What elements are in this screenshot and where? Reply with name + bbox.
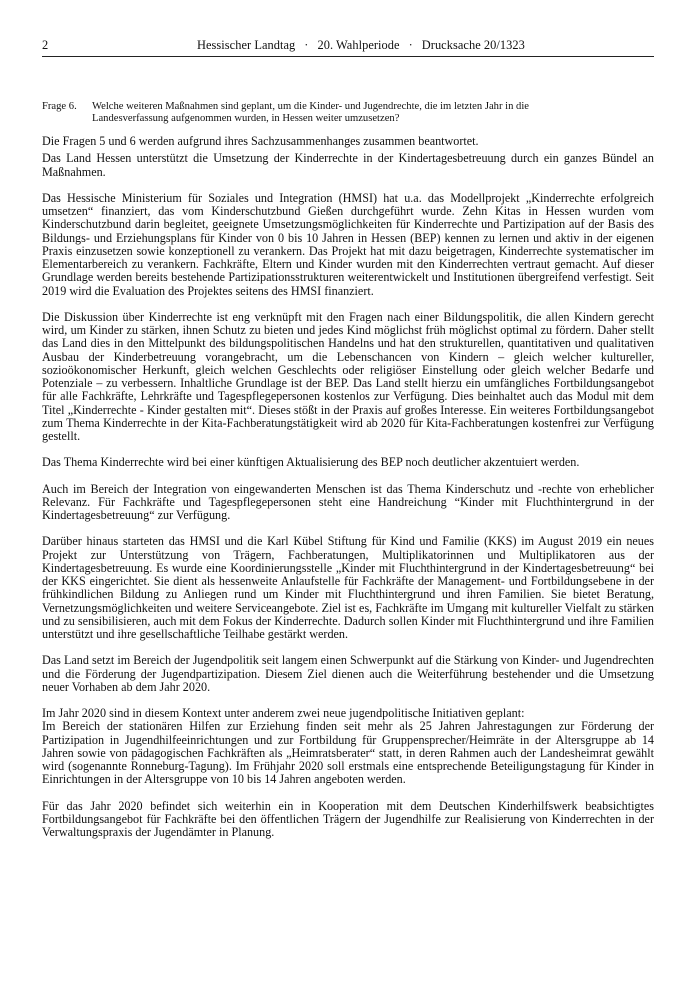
header-separator: · <box>408 38 413 52</box>
header-info <box>197 38 654 53</box>
document-number: Drucksache 20/1323 <box>421 38 525 52</box>
page-number: 2 <box>42 38 49 52</box>
page-header <box>42 38 654 57</box>
paragraph-6: Auch im Bereich der Integration von eingewanderten Menschen ist das Thema Kinderschutz und -rechte von erheblicher Relevanz. Für Fachkräfte und Tagespflegepersonen steht eine Handreichung “Kinder mit Fluchthintergrund in der Kindertagesbetreuung“ zur Verfügung. <box>42 481 654 523</box>
paragraph-3: Das Hessische Ministerium für Soziales und Integration (HMSI) hat u.a. das Modellprojekt „Kinderrechte erfolgreich umsetzen“ finanziert, das vom Kinderschutzbund Gießen durchgeführt wurde. Zehn Kitas in Hessen wurden vom Kinderschutzbund darin begleitet, geeignete Umsetzungsmöglichkeiten für Kinderrechte und Partizipation auf der Basis des Bildungs- und Erziehungsplans für Kinder von 0 bis 10 Jahren in Hessen (BEP) kennen zu lernen und aktiv in der eigenen Praxis einzusetzen sowie konzeptionell zu verankern. Das Projekt hat mit dazu beigetragen, Kinderrechte systematischer im Elementarbereich zu verankern. Fachkräfte, Eltern und Kinder wurden mit den Kinderrechten vertraut gemacht. Auf dieser Grundlage werden bereits bestehende Partizipationsstrukturen weiterentwickelt und Institutionen übergreifend verfestigt. Seit 2019 wird die Evaluation des Projektes seitens des HMSI finanziert. <box>42 190 654 298</box>
paragraph-4: Die Diskussion über Kinderrechte ist eng verknüpft mit den Fragen nach einer Bildungspolitik, die allen Kindern gerecht wird, um Kinder zu stärken, ihnen Schutz zu bieten und jedes Kind möglichst früh möglichst optimal zu fördern. Daher stellt das Land dies in den Mittelpunkt des bildungspolitischen Handelns und hat den strukturellen, quantitativen und qualitativen Ausbau der Kinderbetreuung vorangebracht, um die Lebenschancen von Kindern – gleich welcher kultureller, sozioökonomischer Herkunft, gleich welchen Geschlechts oder religiöser Einstellung oder gleich welcher Bedarfe und Potenziale – zu verbessern. Inhaltliche Grundlage ist der BEP. Das Land stellt hierzu ein umfängliches Fortbildungsangebot für alle Fachkräfte, Lehrkräfte und Tagespflegepersonen kostenlos zur Verfügung. Dies beinhaltet auch das Modul mit dem Titel „Kinderrechte - Kinder gestalten mit“. Dieses stößt in der Praxis auf großes Interesse. Ein weiteres Fortbildungsangebot zum Thema Kinderrechte in der Kita-Fachberatungstätigkeit wird ab 2020 für Kita-Fachberatungen kostenfrei zur Verfügung gestellt. <box>42 309 654 444</box>
paragraph-11: Für das Jahr 2020 befindet sich weiterhin ein in Kooperation mit dem Deutschen Kinderhilfswerk beabsichtigtes Fortbildungsangebot für Fachkräfte bei den öffentlichen Trägern der Jugendhilfe zur Realisierung von Kinderrechten in der Verwaltungspraxis der Jugendämter in Planung. <box>42 798 654 840</box>
document-page <box>42 38 654 839</box>
paragraph-5: Das Thema Kinderrechte wird bei einer künftigen Aktualisierung des BEP noch deutlicher akzentuiert werden. <box>42 455 580 470</box>
question-label: Frage 6. <box>42 101 77 112</box>
paragraph-10: Im Bereich der stationären Hilfen zur Erziehung finden seit mehr als 25 Jahren Jahrestagungen zur Förderung der Partizipation in Jugendhilfeeinrichtungen und zur Fortbildung für Gruppensprecher/Heimräte in der Altersgruppe ab 14 Jahren sowie von pädagogischen Fachkräften als „Heimratsberater“ statt, in deren Rahmen auch der Landesheimrat gewählt wird (sogenannte Ronneburg-Tagung). Im Frühjahr 2020 soll erstmals eine entsprechende Beteiligungstagung für Kinder in Einrichtungen in der Altersgruppe von 10 bis 14 Jahren angeboten werden. <box>42 719 654 787</box>
paragraph-8: Das Land setzt im Bereich der Jugendpolitik seit langem einen Schwerpunkt auf die Stärkung von Kinder- und Jugendrechten und die Förderung der Jugendpartizipation. Diesem Ziel dienen auch die Weiterführung bestehender und die Umsetzung neuer Vorhaben ab dem Jahr 2020. <box>42 653 654 694</box>
answer-body <box>42 135 654 839</box>
paragraph-1: Die Fragen 5 und 6 werden aufgrund ihres Sachzusammenhanges zusammen beantwortet. <box>42 134 479 149</box>
paragraph-2: Das Land Hessen unterstützt die Umsetzung der Kinderrechte in der Kindertagesbetreuung durch ein ganzes Bündel an Maßnahmen. <box>42 151 654 179</box>
header-separator: · <box>304 38 309 52</box>
paragraph-7: Darüber hinaus starteten das HMSI und die Karl Kübel Stiftung für Kind und Familie (KKS) im August 2019 ein neues Projekt zur Unterstützung von Trägern, Fachberatungen, Multiplikatorinnen und Multiplikatoren aus der Kindertagesbetreuung. Es wurde eine Koordinierungsstelle „Kinder mit Fluchthintergrund in der Kindertagesbetreuung“ bei der KKS eingerichtet. Sie dient als hessenweite Anlaufstelle für Fachkräfte der Management- und Fortbildungsebene in der frühkindlichen Bildung zu Anliegen rund um Kinder mit Fluchthintergrund und ihren Familien. Sie bietet Beratung, Vernetzungsmöglichkeiten und weitere Serviceangebote. Ziel ist es, Fachkräfte im Umgang mit kultureller Vielfalt zu stärken und zu sensibilisieren, auch mit dem Fokus der Kinderrechte. Dadurch sollen Kinder mit Fluchthintergrund und ihre Familien unterstützt und ihre gesellschaftliche Teilhabe gestärkt werden. <box>42 534 654 642</box>
question-text: Welche weiteren Maßnahmen sind geplant, um die Kinder- und Jugendrechte, die im letzten Jahr in die Landesverfassung aufgenommen wurden, in Hessen weiter umzusetzen? <box>92 101 529 124</box>
paragraph-9: Im Jahr 2020 sind in diesem Kontext unter anderem zwei neue jugendpolitische Initiativen geplant: <box>42 706 525 721</box>
parliament-name: Hessischer Landtag <box>197 38 296 52</box>
legislative-period: 20. Wahlperiode <box>317 38 400 52</box>
question-block <box>42 101 654 124</box>
